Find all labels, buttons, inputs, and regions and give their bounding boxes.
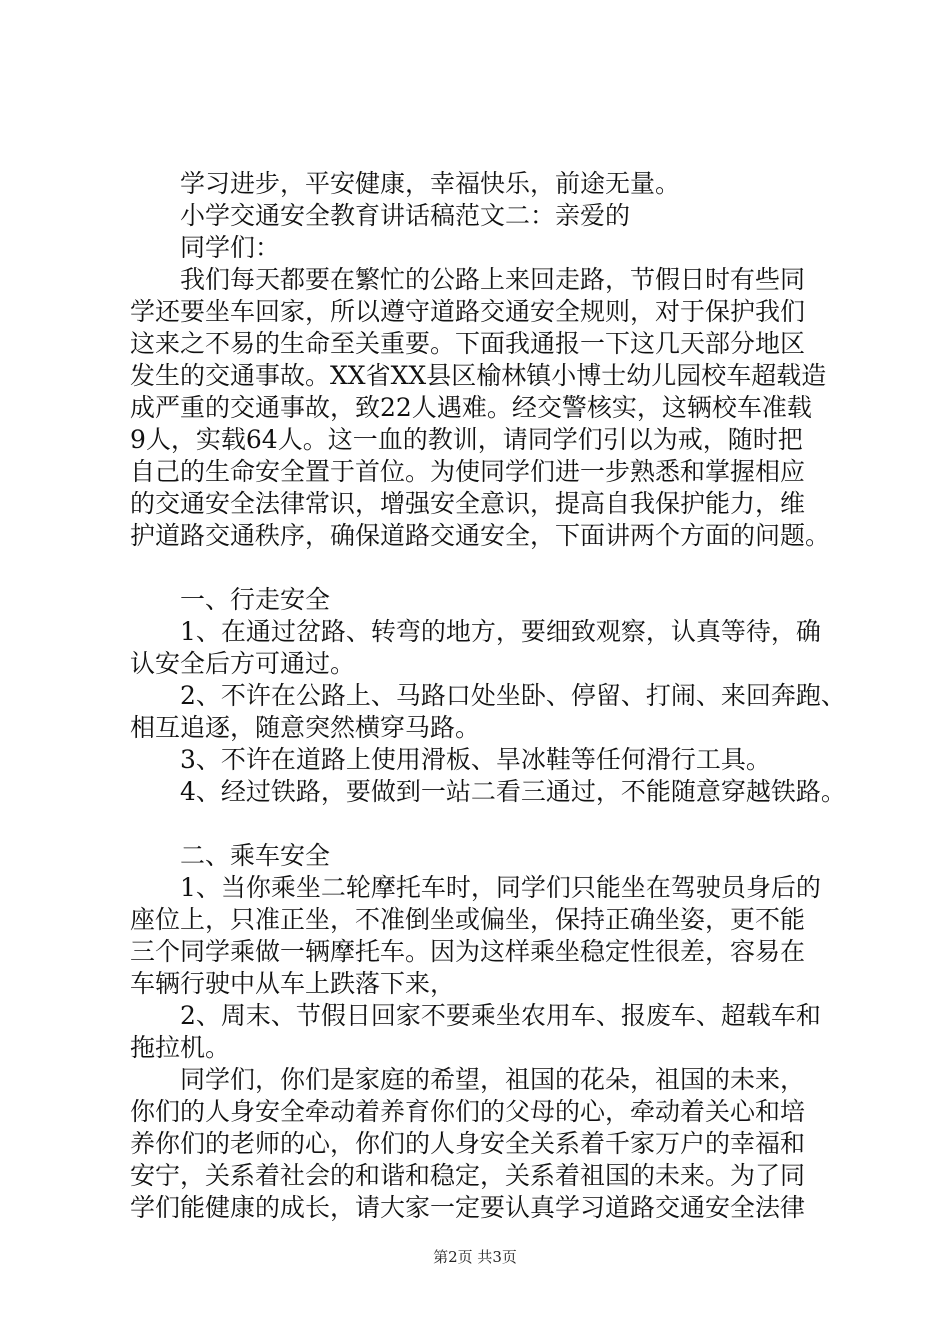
- body-line: 二、乘车安全: [180, 841, 331, 870]
- body-line: 学们能健康的成长，请大家一定要认真学习道路交通安全法律: [130, 1193, 806, 1222]
- body-line: 的交通安全法律常识，增强安全意识，提高自我保护能力，维: [130, 489, 806, 518]
- body-line: 2、不许在公路上、马路口处坐卧、停留、打闹、来回奔跑、: [180, 681, 846, 710]
- body-line: 自己的生命安全置于首位。为使同学们进一步熟悉和掌握相应: [130, 457, 806, 486]
- page-footer: 第2页 共3页: [433, 1248, 517, 1266]
- body-line: 学还要坐车回家，所以遵守道路交通安全规则，对于保护我们: [130, 297, 806, 326]
- blank-line: [130, 552, 835, 584]
- body-line: 成严重的交通事故，致22人遇难。经交警核实，这辆校车准载: [130, 393, 812, 422]
- body-line: 9人，实载64人。这一血的教训，请同学们引以为戒，随时把: [130, 425, 803, 454]
- body-line: 护道路交通秩序，确保道路交通安全，下面讲两个方面的问题。: [130, 521, 831, 550]
- body-line: 学习进步，平安健康，幸福快乐，前途无量。: [180, 169, 681, 198]
- body-line: 同学们，你们是家庭的希望，祖国的花朵，祖国的未来，: [180, 1065, 806, 1094]
- body-line: 同学们：: [180, 233, 281, 262]
- body-line: 1、当你乘坐二轮摩托车时，同学们只能坐在驾驶员身后的: [180, 873, 821, 902]
- body-line: 发生的交通事故。XX省XX县区榆林镇小博士幼儿园校车超载造: [130, 361, 827, 390]
- body-line: 2、周末、节假日回家不要乘坐农用车、报废车、超载车和: [180, 1001, 821, 1030]
- body-line: 座位上，只准正坐，不准倒坐或偏坐，保持正确坐姿，更不能: [130, 905, 806, 934]
- body-line: 4、经过铁路，要做到一站二看三通过，不能随意穿越铁路。: [180, 777, 846, 806]
- body-line: 三个同学乘做一辆摩托车。因为这样乘坐稳定性很差，容易在: [130, 937, 806, 966]
- document-body: [130, 168, 846, 1224]
- body-line: 安宁，关系着社会的和谐和稳定，关系着祖国的未来。为了同: [130, 1161, 806, 1190]
- blank-line: [130, 808, 835, 840]
- body-line: 一、行走安全: [180, 585, 331, 614]
- body-line: 拖拉机。: [130, 1033, 231, 1062]
- body-line: 车辆行驶中从车上跌落下来，: [130, 969, 456, 998]
- body-line: 你们的人身安全牵动着养育你们的父母的心，牵动着关心和培: [130, 1097, 806, 1126]
- body-line: 我们每天都要在繁忙的公路上来回走路，节假日时有些同: [180, 265, 806, 294]
- body-line: 3、不许在道路上使用滑板、旱冰鞋等任何滑行工具。: [180, 745, 771, 774]
- body-line: 小学交通安全教育讲话稿范文二：亲爱的: [180, 201, 631, 230]
- body-line: 这来之不易的生命至关重要。下面我通报一下这几天部分地区: [130, 329, 806, 358]
- body-line: 相互追逐，随意突然横穿马路。: [130, 713, 481, 742]
- body-line: 养你们的老师的心，你们的人身安全关系着千家万户的幸福和: [130, 1129, 806, 1158]
- body-line: 1、在通过岔路、转弯的地方，要细致观察，认真等待，确: [180, 617, 821, 646]
- body-line: 认安全后方可通过。: [130, 649, 356, 678]
